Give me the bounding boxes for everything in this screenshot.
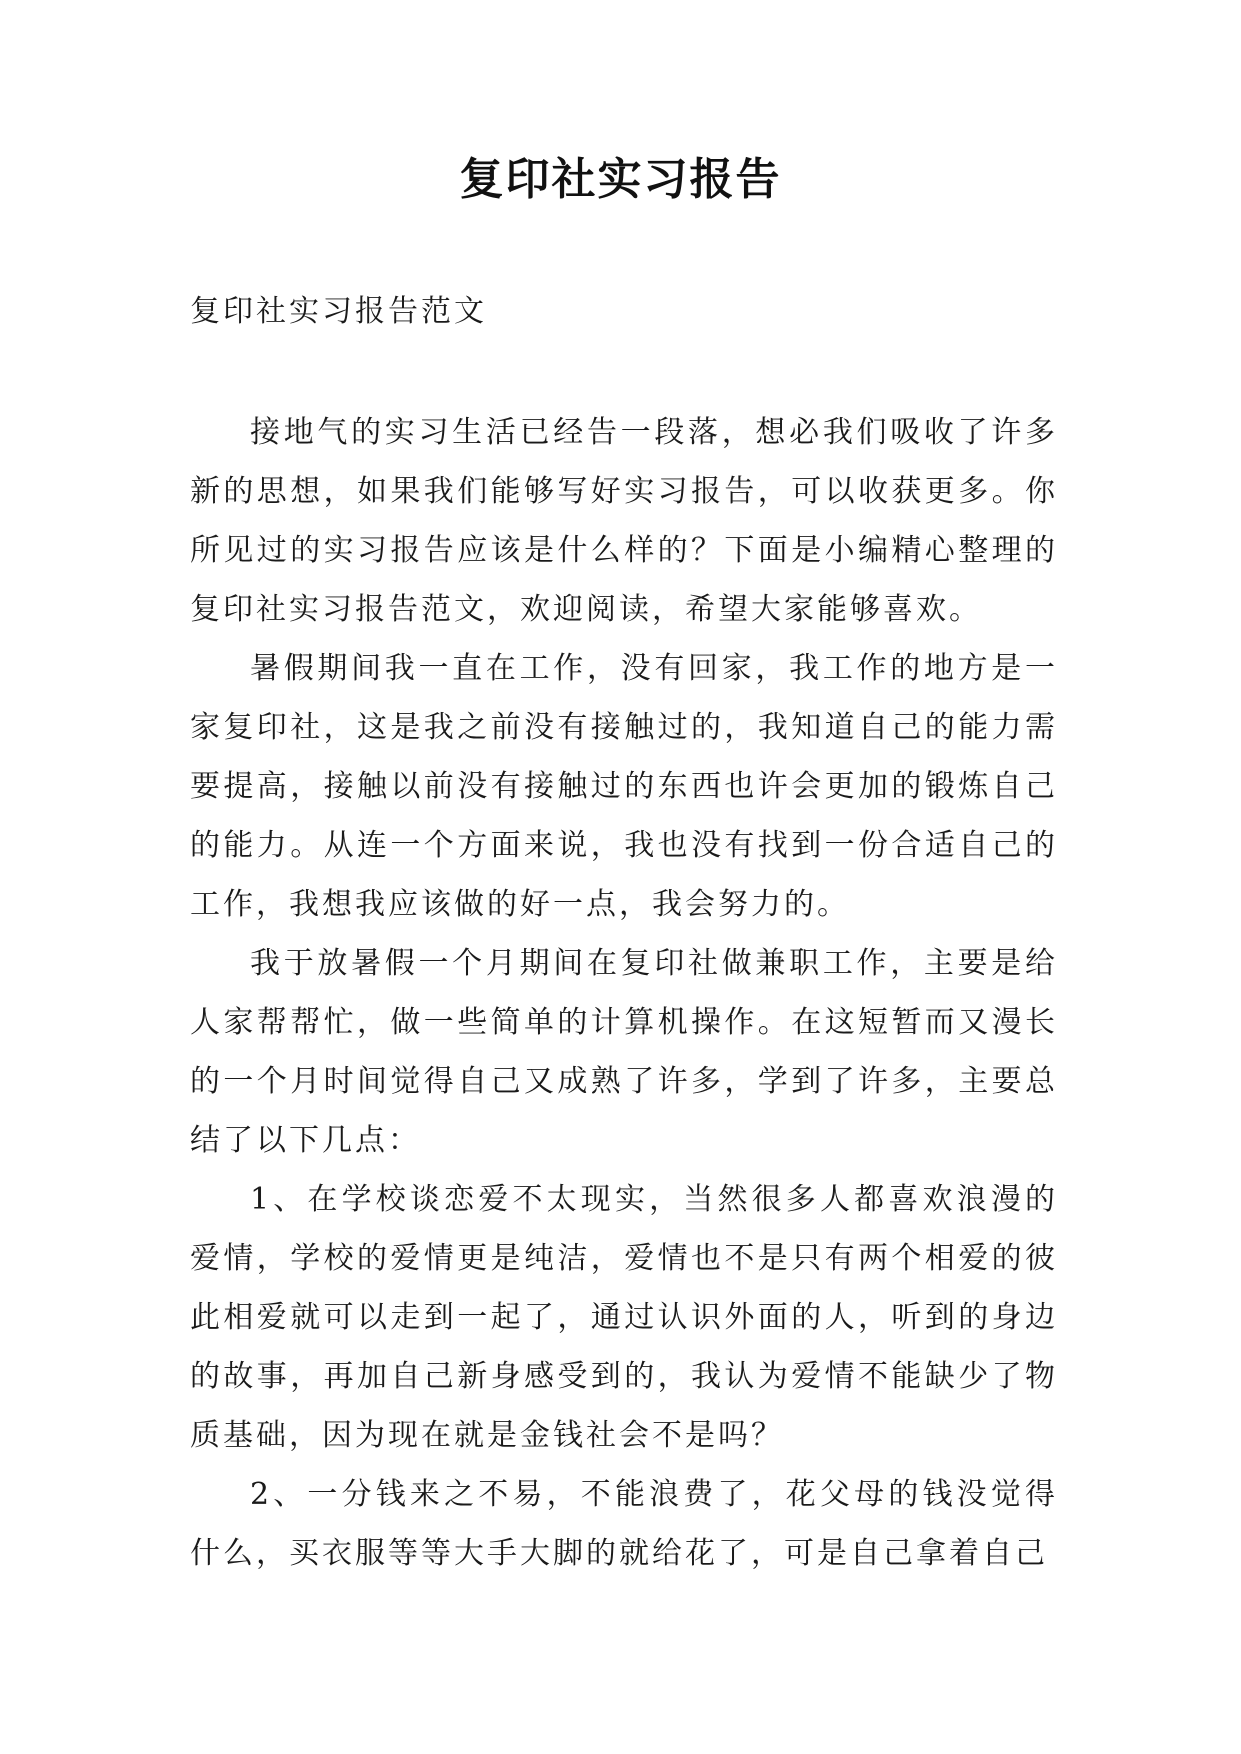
paragraph-point-2: 2、一分钱来之不易，不能浪费了，花父母的钱没觉得什么，买衣服等等大手大脚的就给花了，可是自己拿着自己	[190, 1477, 1058, 1571]
paragraph-summer-work: 暑假期间我一直在工作，没有回家，我工作的地方是一家复印社，这是我之前没有接触过的，我知道自己的能力需要提高，接触以前没有接触过的东西也许会更加的锻炼自己的能力。从连一个方面来说，我也没有找到一份合适自己的工作，我想我应该做的好一点，我会努力的。	[190, 651, 1058, 922]
paragraph-part-time: 我于放暑假一个月期间在复印社做兼职工作，主要是给人家帮帮忙，做一些简单的计算机操作。在这短暂而又漫长的一个月时间觉得自己又成熟了许多，学到了许多，主要总结了以下几点：	[190, 946, 1058, 1158]
paragraph-point-1: 1、在学校谈恋爱不太现实，当然很多人都喜欢浪漫的爱情，学校的爱情更是纯洁，爱情也不是只有两个相爱的彼此相爱就可以走到一起了，通过认识外面的人，听到的身边的故事，再加自己新身感受到的，我认为爱情不能缺少了物质基础，因为现在就是金钱社会不是吗？	[190, 1182, 1058, 1453]
document-body	[190, 403, 1058, 1583]
paragraph-intro: 接地气的实习生活已经告一段落，想必我们吸收了许多新的思想，如果我们能够写好实习报告，可以收获更多。你所见过的实习报告应该是什么样的？下面是小编精心整理的复印社实习报告范文，欢迎阅读，希望大家能够喜欢。	[190, 415, 1058, 627]
page-title: 复印社实习报告	[459, 154, 782, 205]
document-subtitle: 复印社实习报告范文	[190, 294, 487, 329]
